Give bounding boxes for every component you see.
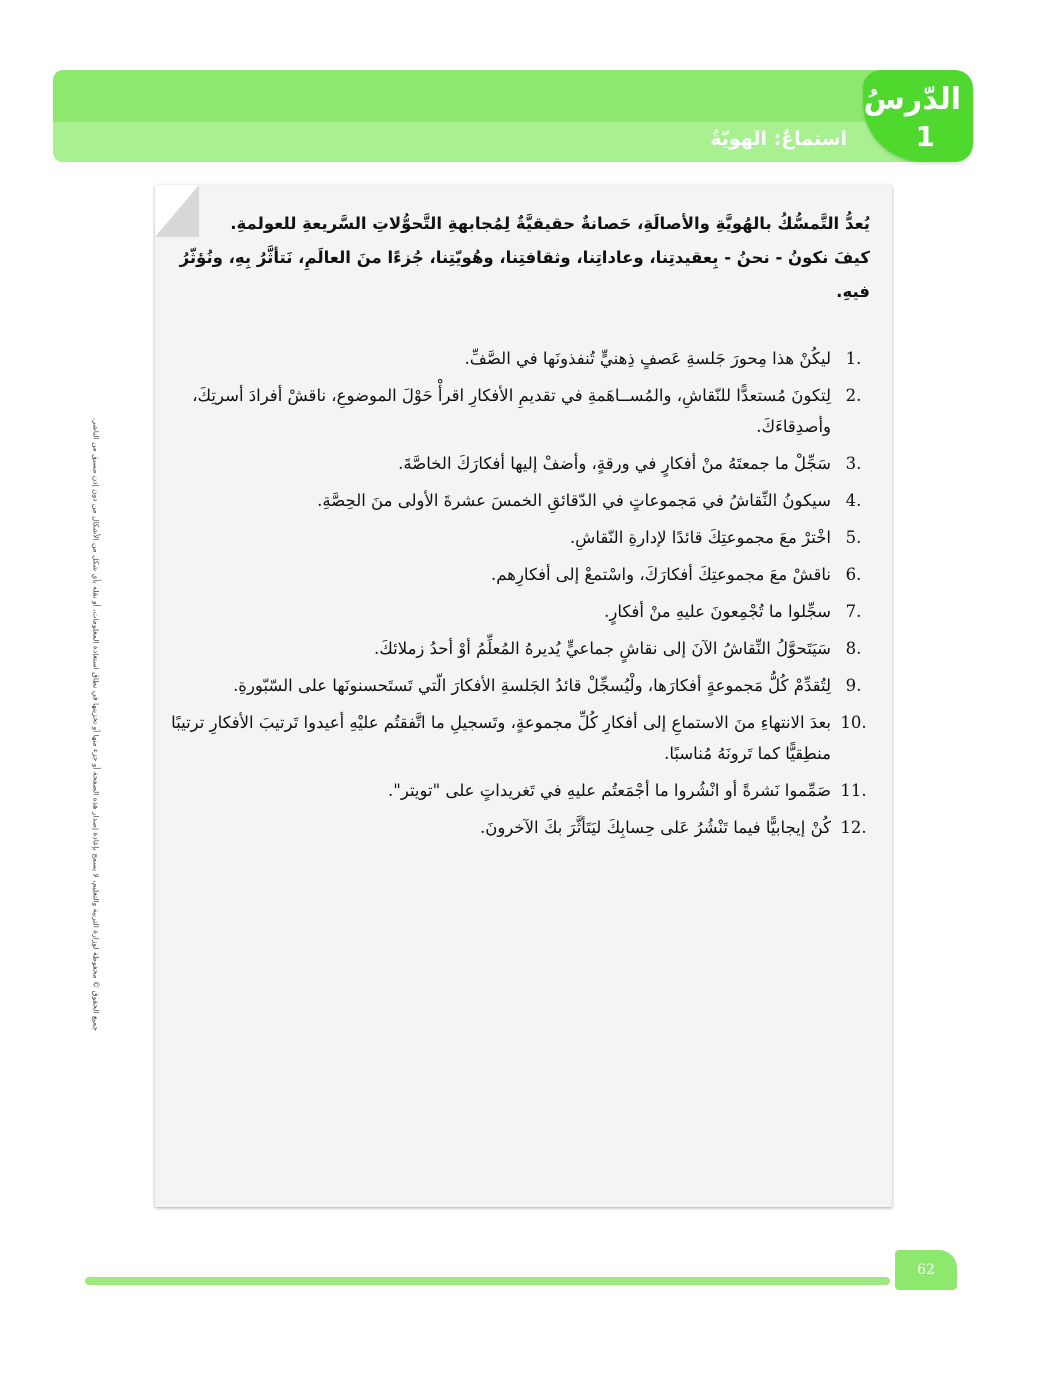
list-item	[169, 633, 876, 664]
item-text: كُنْ إيجابيًّا فيما تَنْشُرُ عَلى حِسابِكَ ليَتَأثَّرَ بكَ الآخرونَ.	[480, 818, 831, 837]
intro-line-1: يُعدُّ التَّمسُّكُ بالهُويَّةِ والأصالَةِ، حَصانةٌ حقيقيَّةٌ لِمُجابهةِ التَّحوُّلاتِ السَّريعةِ للعولمةِ.	[230, 214, 870, 233]
list-item	[169, 522, 876, 553]
page-number: 62	[895, 1250, 957, 1290]
item-number: 6.	[845, 565, 862, 584]
content-card	[155, 185, 892, 1207]
item-number: 11.	[840, 781, 867, 800]
item-number: 10.	[840, 713, 867, 732]
item-text: سجِّلوا ما تُجْمِعونَ عليهِ منْ أفكارٍ.	[604, 602, 831, 621]
item-text: سَجِّلْ ما جمعتَهُ منْ أفكارٍ في ورقةٍ، وأضفْ إليها أفكارَكَ الخاصَّةَ.	[398, 454, 831, 473]
item-text: صَمِّموا نَشرةً أو انْشُروا ما أجْمَعتُم عليهِ في تَغريداتٍ على "تويتر".	[388, 781, 831, 800]
item-number: 7.	[845, 602, 862, 621]
list-item	[169, 559, 876, 590]
item-number: 2.	[845, 386, 862, 405]
footer-rule	[85, 1277, 890, 1285]
lesson-number: 1	[915, 120, 935, 153]
list-item	[169, 380, 876, 442]
item-number: 3.	[845, 454, 862, 473]
item-number: 1.	[845, 349, 862, 368]
item-text: لِتُقدِّمْ كُلُّ مَجموعةٍ أفكارَها، ولْيُسجِّلْ قائدُ الجَلسةِ الأفكارَ الّتي تَستَحسنونَها على السّبّورةِ.	[233, 676, 831, 695]
item-text: لِتكونَ مُستعدًّا للنّقاشِ، والمُســاهَمةِ في تقديمِ الأفكارِ اقرأْ حَوْلَ الموضوعِ، ناقشْ أفرادَ أسرتِكَ، وأصدِقاءَكَ.	[192, 386, 831, 436]
item-number: 8.	[845, 639, 862, 658]
header-banner	[53, 70, 933, 162]
list-item	[169, 707, 876, 769]
item-text: سيكونُ النِّقاشُ في مَجموعاتٍ في الدّقائقِ الخمسَ عشرةَ الأولى منَ الحِصَّةِ.	[317, 491, 831, 510]
list-item	[169, 343, 876, 374]
item-number: 5.	[845, 528, 862, 547]
item-number: 12.	[840, 818, 867, 837]
item-number: 4.	[845, 491, 862, 510]
instructions-list	[169, 343, 876, 849]
item-text: ليكُنْ هذا مِحورَ جَلسةِ عَصفٍ ذِهنيٍّ تُنفذونَها في الصَّفِّ.	[464, 349, 831, 368]
list-item	[169, 596, 876, 627]
lesson-label: الدّرسُ	[863, 82, 961, 117]
item-text: سَيَتَحوَّلُ النِّقاشُ الآنَ إلى نقاشٍ جماعيٍّ يُديرهُ المُعلِّمُ أوْ أحدُ زملائكَ.	[374, 639, 831, 658]
item-number: 9.	[845, 676, 862, 695]
item-text: ناقشْ معَ مجموعتِكَ أفكارَكَ، واسْتمعْ إلى أفكارِهم.	[491, 565, 831, 584]
item-text: بعدَ الانتهاءِ منَ الاستماعِ إلى أفكارِ كُلِّ مجموعةٍ، وتَسجيلِ ما اتَّفقتُم عليْهِ أعيدوا تَرتيبَ الأفكارِ ترتيبًا منطِقيًّا كما تَرونَهُ مُناسبًا.	[171, 713, 831, 763]
list-item	[169, 485, 876, 516]
list-item	[169, 670, 876, 701]
item-text: اخْترْ معَ مجموعتِكَ قائدًا لإدارةِ النّقاشِ.	[569, 528, 831, 547]
list-item	[169, 812, 876, 843]
lesson-title: استماعٌ: الهويّةُ	[710, 128, 847, 150]
copyright-note	[91, 360, 110, 1100]
copyright-text: جميع الحقوق © محفوظة لوزارة التربية والتعليم، لا يسمح بإعادة إصدار هذه الصفحة أو جزء منها أو تخزينها في نطاق استعادة المعلومات، أو نقله بأي شكل من الأشكال من دون إذن مسبق من الناشر.	[91, 417, 101, 1032]
intro-line-2: كيفَ نكونُ - نحنُ - بِعقيدتِنا، وعاداتِنا، وثقافتِنا، وهُويّتِنا، جُزءًا منَ العالَمِ، نَتأثَّرُ بِهِ، ونُؤثّرُ فيهِ.	[179, 248, 870, 301]
intro-paragraph	[173, 207, 870, 309]
list-item	[169, 775, 876, 806]
list-item	[169, 448, 876, 479]
